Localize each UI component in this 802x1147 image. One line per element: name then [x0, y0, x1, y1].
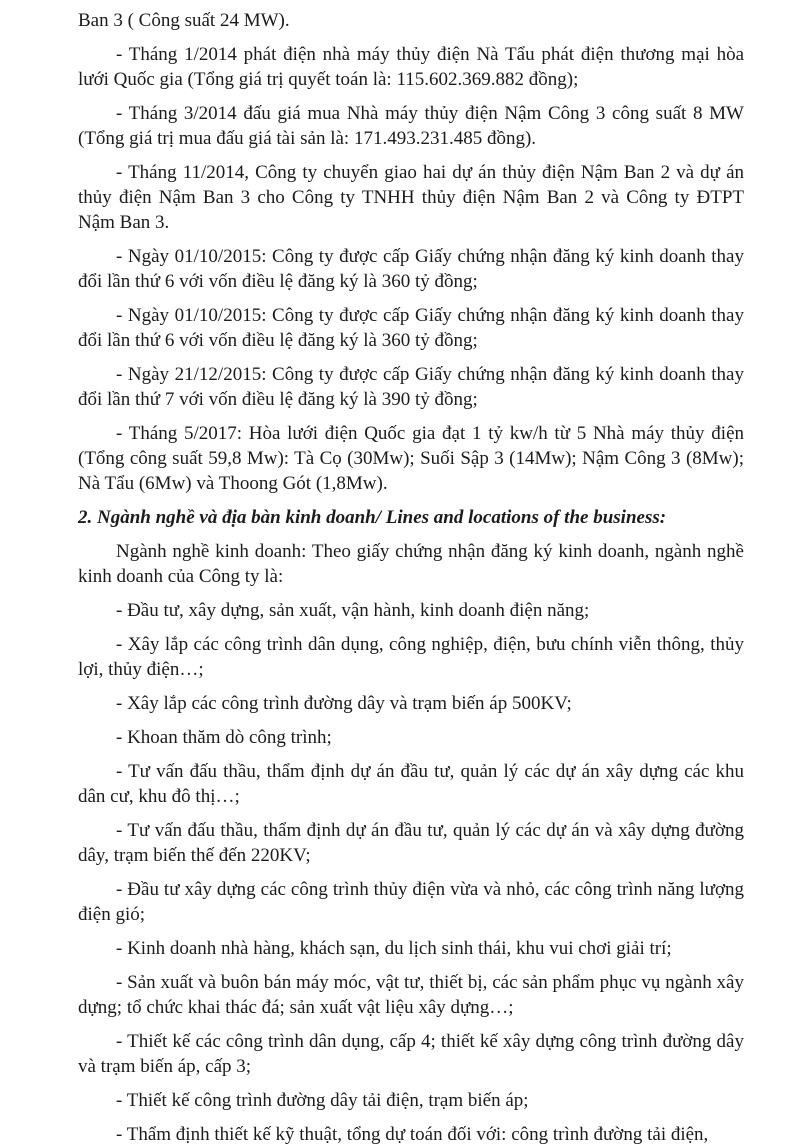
business-line-item: - Thiết kế công trình đường dây tải điện, trạm biến áp;	[116, 1090, 529, 1111]
business-line-item: - Tư vấn đấu thầu, thẩm định dự án đầu tư, quản lý các dự án xây dựng các khu dân cư, khu đô thị…;	[78, 761, 744, 807]
business-line-item: - Thiết kế các công trình dân dụng, cấp 4; thiết kế xây dựng công trình đường dây và trạm biến áp, cấp 3;	[78, 1031, 744, 1077]
paragraph-continuation: Ban 3 ( Công suất 24 MW).	[78, 10, 290, 31]
paragraph-history-2014-01: - Tháng 1/2014 phát điện nhà máy thủy điện Nà Tẩu phát điện thương mại hòa lưới Quốc gia (Tổng giá trị quyết toán là: 115.602.369.882 đồng);	[78, 44, 744, 90]
business-line-item: - Đầu tư, xây dựng, sản xuất, vận hành, kinh doanh điện năng;	[116, 600, 590, 621]
paragraph-history-2017-05: - Tháng 5/2017: Hòa lưới điện Quốc gia đạt 1 tỷ kw/h từ 5 Nhà máy thủy điện (Tổng công suất 59,8 Mw): Tà Cọ (30Mw); Suối Sập 3 (14Mw); Nậm Công 3 (8Mw); Nà Tẩu (6Mw) và Thoong Gót (1,8Mw).	[78, 423, 744, 494]
business-line-item: - Kinh doanh nhà hàng, khách sạn, du lịch sinh thái, khu vui chơi giải trí;	[116, 938, 672, 959]
business-line-item: - Tư vấn đấu thầu, thẩm định dự án đầu tư, quản lý các dự án và xây dựng đường dây, trạm biến thế đến 220KV;	[78, 820, 744, 866]
paragraph-history-2015-10-b: - Ngày 01/10/2015: Công ty được cấp Giấy chứng nhận đăng ký kinh doanh thay đổi lần thứ 6 với vốn điều lệ đăng ký là 360 tỷ đồng;	[78, 305, 744, 351]
paragraph-history-2015-12: - Ngày 21/12/2015: Công ty được cấp Giấy chứng nhận đăng ký kinh doanh thay đổi lần thứ 7 với vốn điều lệ đăng ký là 390 tỷ đồng;	[78, 364, 744, 410]
business-line-item: - Đầu tư xây dựng các công trình thủy điện vừa và nhỏ, các công trình năng lượng điện gió;	[78, 879, 744, 925]
business-line-item: - Xây lắp các công trình dân dụng, công nghiệp, điện, bưu chính viễn thông, thủy lợi, thủy điện…;	[78, 634, 744, 680]
paragraph-history-2014-03: - Tháng 3/2014 đấu giá mua Nhà máy thủy điện Nậm Công 3 công suất 8 MW (Tổng giá trị mua đấu giá tài sản là: 171.493.231.485 đồng).	[78, 103, 744, 149]
business-line-item: - Khoan thăm dò công trình;	[116, 727, 332, 748]
paragraph-history-2015-10-a: - Ngày 01/10/2015: Công ty được cấp Giấy chứng nhận đăng ký kinh doanh thay đổi lần thứ 6 với vốn điều lệ đăng ký là 360 tỷ đồng;	[78, 246, 744, 292]
section-heading: 2. Ngành nghề và địa bàn kinh doanh/ Lines and locations of the business:	[78, 507, 667, 528]
business-line-item: - Thẩm định thiết kế kỹ thuật, tổng dự toán đối với: công trình đường tải điện,	[116, 1124, 709, 1145]
business-line-item: - Sản xuất và buôn bán máy móc, vật tư, thiết bị, các sản phẩm phục vụ ngành xây dựng; tổ chức khai thác đá; sản xuất vật liệu xây dựng…;	[78, 972, 744, 1018]
paragraph-history-2014-11: - Tháng 11/2014, Công ty chuyển giao hai dự án thủy điện Nậm Ban 2 và dự án thủy điện Nậm Ban 3 cho Công ty TNHH thủy điện Nậm Ban 2 và Công ty ĐTPT Nậm Ban 3.	[78, 162, 744, 233]
business-intro: Ngành nghề kinh doanh: Theo giấy chứng nhận đăng ký kinh doanh, ngành nghề kinh doanh của Công ty là:	[78, 541, 744, 587]
business-line-item: - Xây lắp các công trình đường dây và trạm biến áp 500KV;	[116, 693, 572, 714]
